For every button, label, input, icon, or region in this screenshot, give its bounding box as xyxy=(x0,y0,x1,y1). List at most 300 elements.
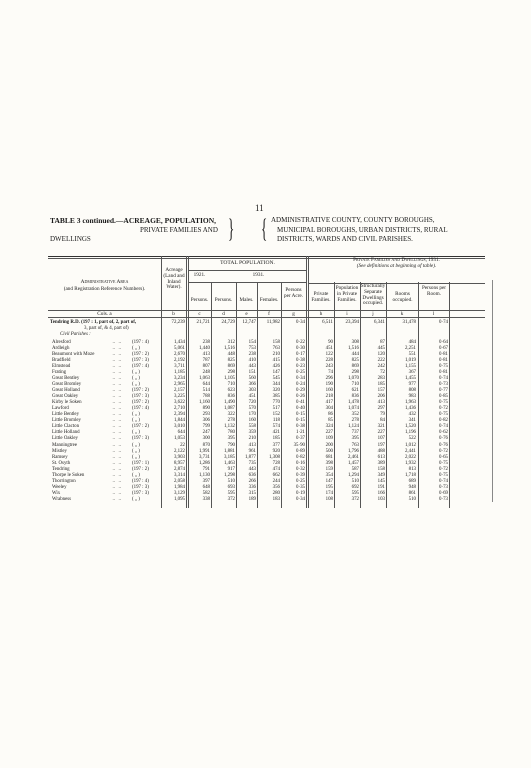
registration-ref: ( „ ) xyxy=(132,381,140,387)
parish-name: St. Osyth xyxy=(52,460,71,466)
parish-name: Ramsey xyxy=(52,454,68,460)
parish-name: Ardleigh xyxy=(52,345,70,351)
table-cell: 359 xyxy=(248,430,256,436)
table-cell: 644 xyxy=(202,381,210,387)
col-letter: g xyxy=(292,311,295,317)
col-letter: k xyxy=(400,311,404,317)
district-cell: 6,341 xyxy=(373,320,385,325)
table-cell: 306 xyxy=(202,418,210,424)
table-cell: 558 xyxy=(248,424,256,430)
table-cell: 448 xyxy=(227,351,235,357)
table-cell: 2,394 xyxy=(173,412,185,418)
population-pf-header: Population in Private Families. xyxy=(335,285,359,303)
table-cell: 582 xyxy=(202,491,210,496)
table-cell: 0·39 xyxy=(296,472,305,478)
table-cell: 3,010 xyxy=(173,424,185,430)
district-name-cont: 3, part of, & 4, part of) xyxy=(84,326,129,331)
table-cell: 185 xyxy=(272,436,280,442)
table-cell: 681 xyxy=(325,454,333,460)
table-cell: 367 xyxy=(408,369,416,375)
table-cell: 0·38 xyxy=(296,357,305,363)
parish-name: Thorpe le Soken xyxy=(52,472,85,478)
registration-ref: (197 : 3) xyxy=(132,394,149,400)
registration-ref: (197 : 1) xyxy=(132,460,149,466)
table-cell: 0·16 xyxy=(296,460,305,466)
registration-ref: (197 : 4) xyxy=(132,478,149,484)
table-cell: 0·76 xyxy=(439,436,448,442)
table-cell: 85 xyxy=(328,418,333,424)
table-cell: 1,881 xyxy=(223,448,235,454)
parish-name: Thorrington xyxy=(52,478,76,484)
civil-parishes-label: Civil Parishes : xyxy=(60,332,91,337)
leader-dots: .. .. xyxy=(110,472,122,478)
leader-dots: .. .. xyxy=(110,387,122,393)
table-cell: 1,991 xyxy=(198,448,210,454)
table-cell: 1,963 xyxy=(404,400,416,406)
table-cell: 1,294 xyxy=(347,472,359,478)
table-cell: 147 xyxy=(272,369,280,375)
rule xyxy=(449,282,450,508)
table-cell: 692 xyxy=(351,484,359,490)
district-cell: 31,478 xyxy=(402,320,416,325)
table-cell: 222 xyxy=(377,357,385,363)
table-cell: 869 xyxy=(227,363,235,369)
registration-ref: (197 : 2) xyxy=(132,466,149,472)
persons-1931-header: Persons. xyxy=(214,297,233,303)
table-cell: 417 xyxy=(325,400,333,406)
table-cell: 0·67 xyxy=(439,345,448,351)
table-cell: 788 xyxy=(202,394,210,400)
table-cell: 2,874 xyxy=(173,466,185,472)
district-cell: 11,982 xyxy=(266,320,280,325)
pfd-subheader: (See definitions at beginning of table). xyxy=(356,263,437,269)
leader-dots: .. .. xyxy=(110,363,122,369)
table-cell: 145 xyxy=(377,478,385,484)
table-cell: 84 xyxy=(380,418,385,424)
table-cell: 443 xyxy=(248,466,256,472)
table-title-line2: PRIVATE FAMILIES AND xyxy=(140,225,218,234)
table-cell: 1,070 xyxy=(347,375,359,381)
rule xyxy=(48,310,485,311)
table-cell: 1,124 xyxy=(347,424,359,430)
table-cell: 1,520 xyxy=(404,424,416,430)
table-cell: 595 xyxy=(227,491,235,496)
table-cell: 5,061 xyxy=(173,345,185,351)
table-cell: 421 xyxy=(272,430,280,436)
dwellings-header: Structurally Separate Dwellings occupied. xyxy=(360,283,386,307)
table-cell: 0·73 xyxy=(439,381,448,387)
table-cell: 0·41 xyxy=(296,400,305,406)
leader-dots: .. .. xyxy=(110,375,122,381)
table-cell: 0·81 xyxy=(439,357,448,363)
table-cell: 1,457 xyxy=(347,460,359,466)
table-cell: 377 xyxy=(272,442,280,448)
table-cell: 710 xyxy=(351,381,359,387)
table-cell: 0·82 xyxy=(296,454,305,460)
table-cell: 120 xyxy=(377,351,385,357)
parish-name: Tendring xyxy=(52,466,70,472)
district-cell: 6,511 xyxy=(322,320,333,325)
col-letter: l xyxy=(432,311,435,317)
table-cell: 0·82 xyxy=(439,418,448,424)
table-cell: 737 xyxy=(351,430,359,436)
table-cell: 344 xyxy=(272,381,280,387)
table-cell: 735 xyxy=(248,460,256,466)
table-cell: 1,434 xyxy=(173,339,185,345)
table-cell: 349 xyxy=(377,472,385,478)
leader-dots: .. .. xyxy=(110,466,122,472)
leader-dots: .. .. xyxy=(110,345,122,351)
table-cell: 1,012 xyxy=(404,442,416,448)
table-cell: 443 xyxy=(248,363,256,369)
table-cell: 662 xyxy=(272,472,280,478)
table-title-left xyxy=(50,216,255,245)
table-cell: 623 xyxy=(227,387,235,393)
table-cell: 0·72 xyxy=(439,466,448,472)
table-cell: 72 xyxy=(380,369,385,375)
females-header: Females. xyxy=(259,297,279,303)
table-cell: 587 xyxy=(351,466,359,472)
parish-name: Little Clacton xyxy=(52,424,80,430)
table-subtitle-line3: DISTRICTS, WARDS AND CIVIL PARISHES. xyxy=(277,235,413,243)
table-cell: 210 xyxy=(272,351,280,357)
table-cell: 108 xyxy=(325,497,333,503)
table-cell: 243 xyxy=(325,363,333,369)
table-cell: 296 xyxy=(325,375,333,381)
registration-ref: ( „ ) xyxy=(132,454,140,460)
table-cell: 242 xyxy=(377,363,385,369)
table-cell: 158 xyxy=(272,339,280,345)
table-cell: 3,314 xyxy=(173,472,185,478)
registration-ref: (197 : 2) xyxy=(132,424,149,430)
table-cell: 2,965 xyxy=(173,381,185,387)
registration-ref: (197 : 4) xyxy=(132,406,149,412)
leader-dots: .. .. xyxy=(110,454,122,460)
pfd-header: Private Families and Dwellings, 1931. xyxy=(353,257,440,263)
leader-dots: .. .. xyxy=(110,418,122,424)
table-cell: 210 xyxy=(248,436,256,442)
col-letter: j xyxy=(372,311,374,317)
registration-ref: ( „ ) xyxy=(132,442,140,448)
table-cell: 174 xyxy=(325,491,333,496)
table-cell: 2,157 xyxy=(173,387,185,393)
table-cell: 157 xyxy=(377,387,385,393)
registration-ref: ( „ ) xyxy=(132,345,140,351)
table-cell: 227 xyxy=(325,430,333,436)
leader-dots: .. .. xyxy=(110,394,122,400)
col-letter: f xyxy=(268,311,270,317)
table-cell: 1,286 xyxy=(198,460,210,466)
table-cell: 398 xyxy=(325,460,333,466)
brace-icon: } xyxy=(228,214,235,243)
table-cell: 1,185 xyxy=(173,369,185,375)
table-cell: 0·65 xyxy=(439,454,448,460)
table-cell: 244 xyxy=(272,478,280,484)
table-cell: 2,710 xyxy=(173,406,185,412)
table-cell: 2,461 xyxy=(347,454,359,460)
table-cell: 278 xyxy=(351,418,359,424)
leader-dots: .. .. xyxy=(110,497,122,503)
registration-ref: (197 : 3) xyxy=(132,491,149,496)
table-cell: 1,478 xyxy=(347,400,359,406)
table-cell: 2,670 xyxy=(173,351,185,357)
table-cell: 444 xyxy=(351,351,359,357)
registration-ref: (197 : 4) xyxy=(132,363,149,369)
table-cell: 451 xyxy=(325,345,333,351)
table-subtitle-line1: ADMINISTRATIVE COUNTY, COUNTY BOROUGHS, xyxy=(271,216,435,224)
table-cell: 1,516 xyxy=(347,345,359,351)
table-cell: 1·21 xyxy=(296,430,305,436)
parish-name: Little Oakley xyxy=(52,436,78,442)
persons-1921-header: Persons. xyxy=(190,297,209,303)
table-cell: 90 xyxy=(328,339,333,345)
table-cell: 787 xyxy=(202,357,210,363)
table-cell: 1,019 xyxy=(404,357,416,363)
table-cell: 621 xyxy=(351,387,359,393)
table-cell: 763 xyxy=(272,345,280,351)
table-cell: 191 xyxy=(377,484,385,490)
table-cell: 977 xyxy=(408,381,416,387)
table-cell: 0·64 xyxy=(439,339,448,345)
leader-dots: .. .. xyxy=(110,436,122,442)
table-cell: 0·81 xyxy=(439,369,448,375)
table-cell: 484 xyxy=(408,339,416,345)
table-cell: 0·62 xyxy=(439,430,448,436)
table-title-right xyxy=(271,216,491,245)
leader-dots: .. .. xyxy=(110,381,122,387)
table-cell: 298 xyxy=(227,369,235,375)
table-cell: 200 xyxy=(325,442,333,448)
table-cell: 0·30 xyxy=(296,345,305,351)
table-cell: 1,844 xyxy=(173,418,185,424)
table-cell: 522 xyxy=(408,436,416,442)
table-cell: 266 xyxy=(248,478,256,484)
rule xyxy=(211,282,307,283)
table-cell: 413 xyxy=(202,351,210,357)
table-cell: 122 xyxy=(325,351,333,357)
private-families-header: Private Families. xyxy=(311,291,331,303)
table-cell: 389 xyxy=(377,460,385,466)
parish-name: Lawford xyxy=(52,406,69,412)
col-letter: d xyxy=(222,311,225,317)
table-cell: 920 xyxy=(272,448,280,454)
table-cell: 720 xyxy=(248,400,256,406)
table-subtitle-line2: MUNICIPAL BOROUGHS, URBAN DISTRICTS, RURAL xyxy=(277,225,448,234)
table-cell: 2,058 xyxy=(173,478,185,484)
col-letter: c xyxy=(198,311,201,317)
table-cell: 303 xyxy=(248,387,256,393)
leader-dots: .. .. xyxy=(110,351,122,357)
table-cell: 0·85 xyxy=(439,394,448,400)
table-cell: 0·81 xyxy=(439,351,448,357)
table-cell: 2,192 xyxy=(173,357,185,363)
registration-ref: ( „ ) xyxy=(132,472,140,478)
table-cell: 0·72 xyxy=(439,406,448,412)
table-cell: 0·37 xyxy=(296,436,305,442)
table-cell: 87 xyxy=(380,339,385,345)
leader-dots: .. .. xyxy=(110,412,122,418)
table-cell: 1,796 xyxy=(347,448,359,454)
table-cell: 3,129 xyxy=(173,491,185,496)
table-cell: 0·74 xyxy=(439,375,448,381)
table-cell: 510 xyxy=(227,478,235,484)
table-cell: 693 xyxy=(227,484,235,490)
table-cell: 413 xyxy=(377,400,385,406)
table-cell: 0·15 xyxy=(296,412,305,418)
table-cell: 315 xyxy=(248,491,256,496)
table-cell: 413 xyxy=(248,442,256,448)
table-cell: 517 xyxy=(272,406,280,412)
registration-ref: (197 : 2) xyxy=(132,387,149,393)
year-1931-header: 1931. xyxy=(252,272,265,278)
col-letter: b xyxy=(172,311,175,317)
table-cell: 648 xyxy=(202,484,210,490)
table-cell: 2,251 xyxy=(404,345,416,351)
table-cell: 372 xyxy=(351,497,359,503)
table-cell: 197 xyxy=(377,442,385,448)
table-cell: 0·74 xyxy=(439,424,448,430)
year-1921-header: 1921. xyxy=(193,272,206,278)
table-cell: 2,441 xyxy=(404,448,416,454)
leader-dots: .. .. xyxy=(110,369,122,375)
table-cell: 1,196 xyxy=(404,430,416,436)
registration-ref: (197 : 3) xyxy=(132,357,149,363)
registration-ref: (197 : 2) xyxy=(132,400,149,406)
table-cell: 426 xyxy=(272,363,280,369)
district-cell: 0·34 xyxy=(296,320,305,325)
table-cell: 183 xyxy=(272,497,280,503)
page-number: 11 xyxy=(255,203,264,213)
table-cell: 154 xyxy=(248,339,256,345)
table-cell: 1,436 xyxy=(404,406,416,412)
rooms-header: Rooms occupied. xyxy=(392,291,413,303)
table-cell: 510 xyxy=(408,497,416,503)
table-cell: 791 xyxy=(202,466,210,472)
brace-icon: { xyxy=(261,214,268,243)
table-cell: 352 xyxy=(351,412,359,418)
table-cell: 763 xyxy=(351,442,359,448)
table-cell: 0·75 xyxy=(439,412,448,418)
col-letter: i xyxy=(346,311,348,317)
table-cell: 0·76 xyxy=(439,442,448,448)
table-cell: 107 xyxy=(377,436,385,442)
col-letter: h xyxy=(319,311,323,317)
table-cell: 0·74 xyxy=(439,478,448,484)
table-cell: 372 xyxy=(227,497,235,503)
table-cell: 118 xyxy=(272,418,280,424)
acreage-header: Acreage (Land and Inland Water). xyxy=(163,267,185,291)
table-cell: 109 xyxy=(325,436,333,442)
leader-dots: .. .. xyxy=(110,460,122,466)
rule xyxy=(188,270,307,271)
table-cell: 0·75 xyxy=(439,363,448,369)
table-cell: 190 xyxy=(325,381,333,387)
table-cell: 0·75 xyxy=(439,472,448,478)
table-cell: 0·73 xyxy=(439,497,448,503)
table-cell: 3,185 xyxy=(223,454,235,460)
table-cell: 644 xyxy=(177,430,185,436)
table-cell: 238 xyxy=(202,339,210,345)
table-cell: 298 xyxy=(351,369,359,375)
parish-name: Mistley xyxy=(52,448,67,454)
registration-ref: (197 : 2) xyxy=(132,351,149,357)
per-acre-header: Persons per Acre. xyxy=(283,287,303,299)
table-cell: 1,308 xyxy=(268,454,280,460)
table-cell: 3,711 xyxy=(174,363,185,369)
table-cell: 338 xyxy=(202,497,210,503)
district-cell: 0·74 xyxy=(439,320,448,325)
table-title-line3: DWELLINGS xyxy=(50,235,91,243)
table-cell: 147 xyxy=(325,478,333,484)
table-cell: 0·15 xyxy=(296,418,305,424)
table-cell: 0·89 xyxy=(296,448,305,454)
parish-name: Manningtree xyxy=(52,442,77,448)
table-cell: 160 xyxy=(325,387,333,393)
table-cell: 248 xyxy=(202,369,210,375)
table-cell: 321 xyxy=(377,424,385,430)
table-cell: 395 xyxy=(351,436,359,442)
table-cell: 1,160 xyxy=(198,400,210,406)
table-cell: 0·25 xyxy=(296,369,305,375)
table-cell: 238 xyxy=(248,351,256,357)
table-cell: 710 xyxy=(227,381,235,387)
leader-dots: .. .. xyxy=(110,484,122,490)
leader-dots: .. .. xyxy=(110,430,122,436)
table-cell: 636 xyxy=(248,472,256,478)
parish-name: Little Bentley xyxy=(52,412,80,418)
table-cell: 0·25 xyxy=(296,478,305,484)
table-cell: 280 xyxy=(272,491,280,496)
parish-name: Bradfield xyxy=(52,357,71,363)
table-cell: 728 xyxy=(272,460,280,466)
per-room-header: Persons per Room. xyxy=(421,285,447,297)
table-cell: 341 xyxy=(408,418,416,424)
col-letter: e xyxy=(245,311,248,317)
table-cell: 324 xyxy=(325,424,333,430)
table-cell: 0·75 xyxy=(439,460,448,466)
district-cell: 72,239 xyxy=(171,320,185,325)
table-cell: 35·90 xyxy=(293,442,305,448)
table-cell: 159 xyxy=(325,466,333,472)
total-population-header: TOTAL POPULATION. xyxy=(220,260,275,266)
parish-name: Weeley xyxy=(52,484,67,490)
table-cell: 770 xyxy=(272,400,280,406)
table-cell: 0·34 xyxy=(296,497,305,503)
table-cell: 22 xyxy=(180,442,185,448)
leader-dots: .. .. xyxy=(110,424,122,430)
table-cell: 0·73 xyxy=(439,484,448,490)
table-cell: 304 xyxy=(325,406,333,412)
table-cell: 320 xyxy=(272,387,280,393)
table-cell: 961 xyxy=(248,448,256,454)
table-cell: 0·26 xyxy=(296,394,305,400)
table-cell: 293 xyxy=(202,412,210,418)
table-cell: 166 xyxy=(377,491,385,496)
table-cell: 3,903 xyxy=(173,454,185,460)
table-cell: 488 xyxy=(377,448,385,454)
table-cell: 0·35 xyxy=(296,484,305,490)
table-cell: 354 xyxy=(325,472,333,478)
table-cell: 1,455 xyxy=(404,375,416,381)
registration-ref: ( „ ) xyxy=(132,375,140,381)
table-cell: 825 xyxy=(351,357,359,363)
col-letter: Cols. a xyxy=(97,311,112,317)
registration-ref: ( „ ) xyxy=(132,430,140,436)
table-cell: 570 xyxy=(248,406,256,412)
table-cell: 917 xyxy=(227,466,235,472)
table-cell: 79 xyxy=(380,412,385,418)
area-subheader: (and Registration Reference Numbers). xyxy=(63,286,146,292)
